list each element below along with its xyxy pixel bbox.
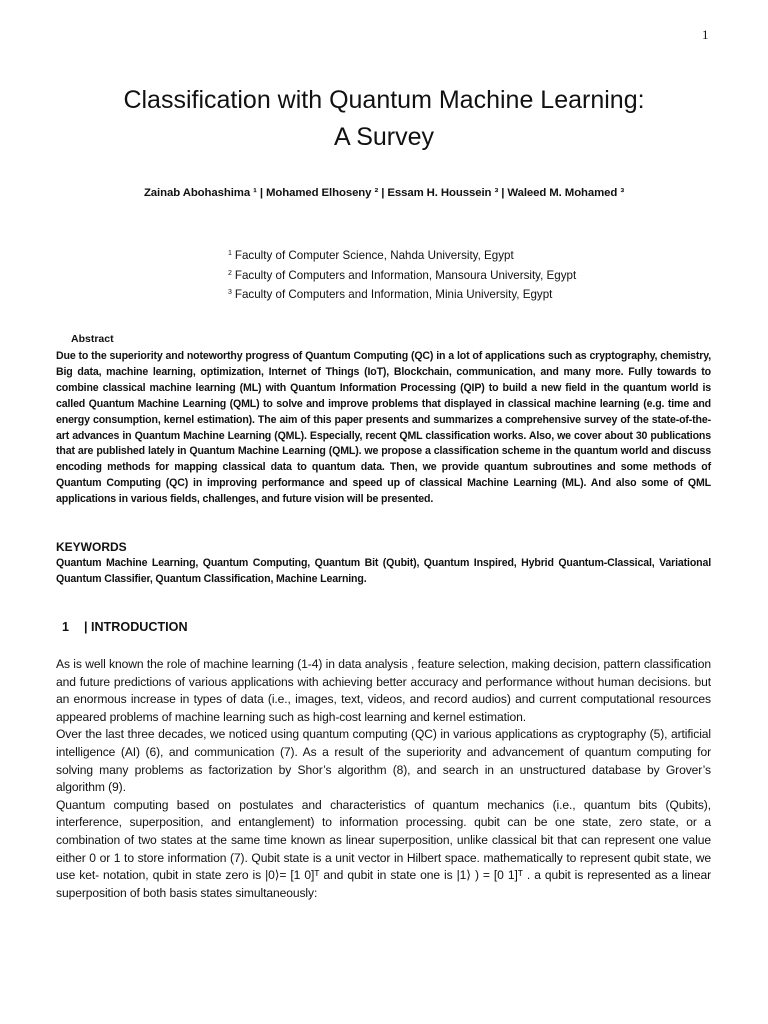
- keywords-heading: KEYWORDS: [56, 540, 127, 554]
- abstract-heading: Abstract: [71, 333, 114, 345]
- abstract-body: Due to the superiority and noteworthy progress of Quantum Computing (QC) in a lot of applications such as cryptography, chemistry, Big data, machine learning, optimization, Internet of Things (IoT), Blockchain, communication, and many more. Fully towards to combine classical machine learning (ML) with Quantum Information Processing (QIP) to build a new field in the quantum world is called Quantum Machine Learning (QML) to solve and improve problems that displayed in classical machine learning (e.g. time and energy consumption, kernel estimation). The aim of this paper presents and summarizes a comprehensive survey of the state-of-the-art advances in Quantum Machine Learning (QML). Especially, recent QML classification works. Also, we cover about 30 publications that are published lately in Quantum Machine Learning (QML). we propose a classification scheme in the quantum world and discuss encoding methods for mapping classical data to quantum data. Then, we provide quantum subroutines and some methods of Quantum Computing (QC) in improving performance and speed up of classical Machine Learning (ML). And also some of QML applications in various fields, challenges, and future vision will be presented.: [56, 350, 711, 506]
- intro-paragraph-2: Over the last three decades, we noticed using quantum computing (QC) in various applications as cryptography (5), artificial intelligence (AI) (6), and communication (7). As a result of the superiority and advancement of quantum computing for solving many problems as factorization by Shor’s algorithm (8), and search in an unstructured database by Grover’s algorithm (9).: [56, 727, 711, 795]
- keywords-body: Quantum Machine Learning, Quantum Computing, Quantum Bit (Qubit), Quantum Inspired, Hybrid Quantum-Classical, Variational Quantum Classifier, Quantum Classification, Machine Learning.: [56, 557, 711, 585]
- affiliation-1-marker: 1: [228, 250, 232, 257]
- affiliation-2-marker: 2: [228, 269, 232, 277]
- page-number: 1: [702, 27, 709, 42]
- affiliation-2-text: Faculty of Computers and Information, Mansoura University, Egypt: [234, 268, 577, 282]
- affiliation-1: [228, 245, 576, 265]
- authors-line: Zainab Abohashima ¹ | Mohamed Elhoseny ² | Essam H. Houssein ³ | Waleed M. Mohamed ³: [143, 187, 625, 199]
- title-line-1: Classification with Quantum Machine Learning:: [123, 86, 645, 114]
- introduction-body: [56, 656, 711, 902]
- affiliations: [228, 245, 576, 304]
- affiliation-2: [228, 265, 576, 285]
- intro-paragraph-3: Quantum computing based on postulates and characteristics of quantum mechanics (i.e., quantum bits (Qubits), interference, superposition, and entanglement) to information processing. qubit can be one state, zero state, or a combination of two states at the same time known as linear superposition, unlike classical bit that can represent one value either 0 or 1 to store information (7). Qubit state is a unit vector in Hilbert space. mathematically to represent qubit state, we use ket- notation, qubit in state zero is |0⟩= [1 0]ᵀ and qubit in state one is |1⟩ ) = [0 1]ᵀ . a qubit is represented as a linear superposition of both basis states simultaneously:: [56, 797, 711, 900]
- title-line-2: A Survey: [333, 123, 435, 151]
- affiliation-1-text: Faculty of Computer Science, Nahda University, Egypt: [234, 249, 514, 262]
- affiliation-3-marker: 3: [228, 289, 232, 296]
- affiliation-3-text: Faculty of Computers and Information, Minia University, Egypt: [234, 288, 553, 301]
- section-heading-introduction: [62, 620, 188, 634]
- section-number: 1: [62, 620, 70, 634]
- paper-title: [0, 82, 768, 156]
- section-title: | INTRODUCTION: [84, 620, 188, 634]
- affiliation-3: [228, 284, 576, 304]
- intro-paragraph-1: As is well known the role of machine learning (1-4) in data analysis , feature selection, making decision, pattern classification and future predictions of various applications with achieving better accuracy and performance without human decisions. but an enormous increase in types of data (i.e., images, text, videos, and record audios) and current computational resources appeared problems of machine learning such as high-cost learning and kernel estimation.: [56, 657, 711, 724]
